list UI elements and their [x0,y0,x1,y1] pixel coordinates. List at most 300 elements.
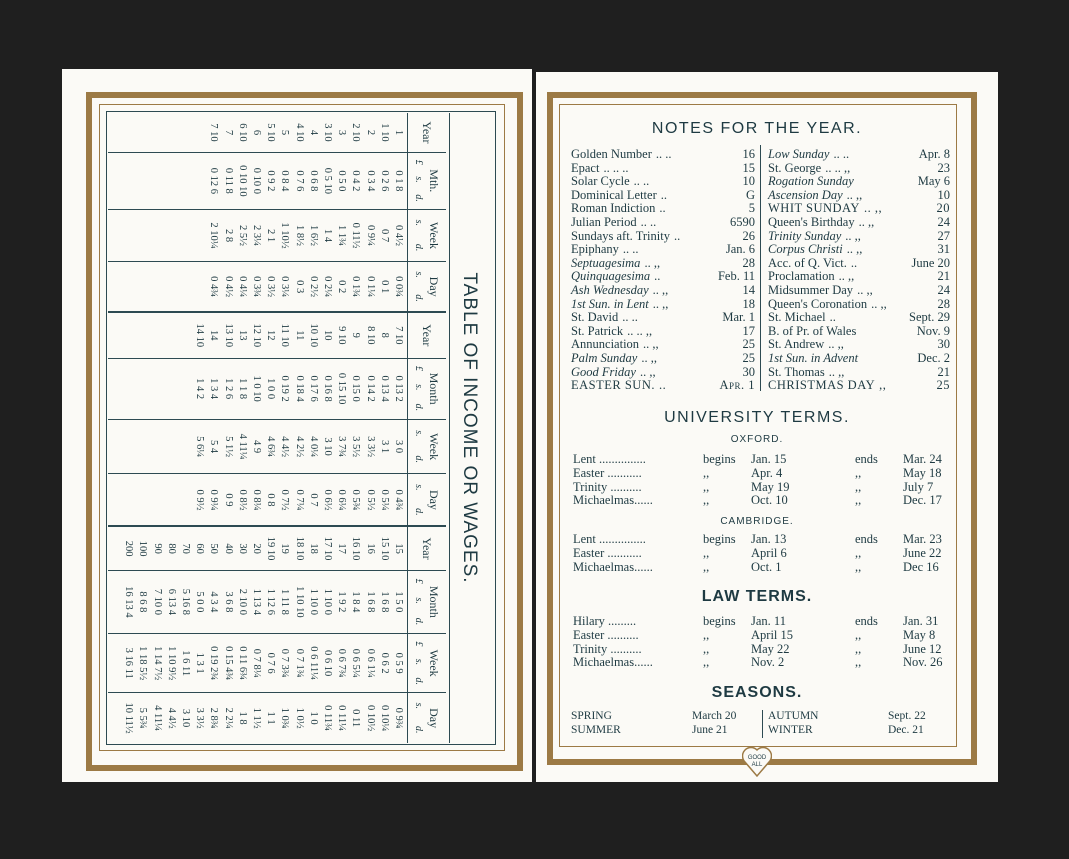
term-begins: ,, [703,479,710,494]
note-dots: .. .. ,, [627,323,653,338]
note-dots: ,, [879,378,887,393]
note-dots: .. ,, [845,228,861,243]
wages-cell: 0 13 4 [378,375,390,402]
note-label [768,242,862,256]
term-begin-date: May 22 [751,641,790,656]
note-label [571,188,667,202]
note-row [768,161,950,175]
term-name: Trinity .......... [573,479,642,494]
note-row [768,174,950,188]
note-name: Midsummer Day [768,283,854,297]
note-row [571,283,755,297]
note-value: Nov. 9 [916,323,950,338]
note-value: 16 [742,147,755,161]
wages-cell: 2 10 [350,123,362,142]
wages-cell: 0 2¼ [321,276,333,298]
term-row [573,493,951,507]
term-begins: begins [703,452,736,466]
wages-col-label: Year [420,324,435,347]
wages-col-units [413,154,424,208]
wages-cell: 13 10 [222,323,234,348]
note-name: Epiphany [571,242,619,257]
wages-cell: 1 6 8 [364,591,376,613]
note-name: Ash Wednesday [571,283,649,297]
wages-cell: 4 3 4 [208,591,220,613]
note-label [768,283,873,297]
wages-cell: 3 7¾ [336,436,348,458]
wages-cell: 5 10 [265,123,277,142]
term-begins: ,, [703,655,710,670]
note-dots: .. ,, [846,187,863,202]
note-row [768,283,950,297]
note-row [768,351,950,365]
note-label [571,215,656,229]
wages-cell: 0 11½ [350,222,362,249]
wages-cell: 1 1 [265,711,277,725]
wages-cell: 13 [236,330,248,341]
note-dots: .. ,, [846,242,863,257]
note-row [571,242,755,256]
wages-unit: £ [413,366,424,372]
season-name: AUTUMN [768,710,819,722]
note-value: 30 [742,364,755,379]
note-name: Corpus Christi [768,242,843,257]
note-label [768,378,886,392]
season-name: SUMMER [571,724,621,736]
wages-cell: 11 10 [279,323,291,347]
note-dots: .. .. [622,242,639,257]
wages-col-values [108,419,408,474]
wages-cell: 12 [265,330,277,341]
wages-col-values [108,570,408,633]
term-end-date: Jan. 31 [903,614,939,628]
note-value: 23 [937,160,950,175]
term-begin-date: April 15 [751,627,794,642]
maker-seal-icon [742,744,772,778]
wages-cell: 1 [393,129,404,136]
wages-cell: 0 11 6¾ [236,646,248,681]
note-row [768,188,950,202]
wages-cell: 0 11 [350,709,362,728]
wages-cell: 3 6 8 [222,591,234,613]
wages-cell: 7 10 0 [151,588,163,616]
wages-cell: 1 12 6 [265,588,277,616]
note-label [571,242,639,256]
wages-col-label: Mth. [427,169,441,193]
term-begin-date: April 6 [751,545,787,560]
note-row [571,269,755,283]
wages-cell: 5 0 0 [194,591,206,613]
wages-unit: d. [413,508,424,516]
note-name: St. George [768,160,822,175]
wages-cell: 1 0½ [293,707,305,729]
wages-cell: 3 10 [179,708,191,728]
term-row [573,546,951,560]
wages-cell: 0 19 2 [279,375,291,402]
wages-cell: 18 10 [293,536,305,561]
wages-cell: 0 10 10 [236,165,248,197]
wages-col-values [108,209,408,262]
wages-col-units [413,263,424,310]
wages-col-units [413,572,424,632]
wages-col-label: Day [427,276,441,297]
note-name: EASTER SUN. [571,378,655,393]
wages-unit: £ [413,159,424,165]
note-dots: .. [660,187,667,202]
wages-col-header [408,209,447,262]
wages-cell: 5 4 [208,440,220,454]
wages-cell: 0 5 0 [336,170,348,192]
wages-col-label: Week [427,649,441,677]
wages-col-values [108,693,408,743]
wages-cell: 0 5¼ [378,489,390,511]
wages-cell: 16 [364,543,376,554]
season-date: Dec. 21 [888,724,924,736]
note-value: 30 [937,337,950,352]
wages-cell: 0 11¾ [321,705,333,732]
note-row [571,256,755,270]
note-dots: .. ,, [857,283,873,297]
wages-col-label: Week [427,221,441,250]
note-value: Mar. 1 [722,310,755,325]
note-value: 26 [742,228,755,243]
note-label [768,365,844,379]
term-begins: begins [703,614,736,628]
wages-col-values [108,312,408,358]
note-label [768,324,860,338]
term-begins: ,, [703,627,710,642]
wages-cell: 17 10 [321,536,333,561]
wages-cell: 3 5½ [350,436,362,458]
wages-cell: 1 10 0 [307,588,319,616]
wages-col-label: Month [427,372,441,405]
wages-cell: 1 4 [321,228,333,243]
wages-cell: 1 8½ [293,225,305,246]
wages-cell: 40 [222,543,234,554]
wages-unit: d. [413,617,424,626]
wages-cell: 0 3½ [265,276,277,298]
term-row [573,532,951,546]
wages-cell: 200 [123,540,135,557]
note-value: Apr. 8 [918,147,950,161]
note-value: 21 [937,364,950,379]
wages-cell: 1 10 9½ [165,646,177,681]
seal-line-1: GOOD [747,755,767,761]
note-dots: .. ,, [863,201,883,216]
wages-cell: 0 1¾ [350,276,362,298]
note-label [768,351,862,365]
wages-col-header [408,474,447,527]
season-date: June 21 [692,724,728,736]
note-name: Palm Sunday [571,351,638,365]
wages-cell: 3 0 [393,440,404,454]
wages-cell: 2 10 0 [236,588,248,616]
note-value: 24 [937,215,950,229]
cambridge-title: CAMBRIDGE. [720,516,794,527]
term-end-date: Dec 16 [903,559,939,574]
wages-cell: 8 10 [364,326,376,345]
term-end-date: July 7 [903,479,934,494]
term-ends: ,, [855,627,862,642]
term-row [573,560,951,574]
wages-cell: 4 11¼ [151,705,163,732]
wages-cell: 0 6 7¾ [336,648,348,678]
wages-cell: 1 0 [307,711,319,725]
wages-col-values [108,262,408,312]
note-value: 21 [937,269,950,284]
term-begin-date: Apr. 4 [751,465,783,480]
wages-cell: 2 [364,129,376,136]
wages-cell: 0 12 6 [208,167,220,194]
note-dots: .. [658,378,667,393]
note-row [768,201,950,215]
wages-cell: 0 7¼ [293,489,305,511]
note-label [768,269,854,283]
term-name: Lent ............... [573,452,646,466]
note-dots: .. [654,269,661,284]
wages-cell: 0 1 8 [393,170,404,192]
wages-cell: 0 4½ [393,225,404,246]
wages-cell: 11 [293,330,305,341]
wages-title-rule [449,113,450,743]
wages-col-header [408,570,447,633]
wages-cell: 4 9 [250,440,262,454]
note-value: Apr. 1 [719,378,755,393]
note-row [768,242,950,256]
wages-cell: 0 6 8 [307,170,319,192]
term-end-date: Nov. 26 [903,655,943,670]
wages-cell: 1 6 8 [378,591,390,613]
wages-cell: 0 5¾ [350,489,362,511]
wages-cell: 0 5½ [364,489,376,511]
wages-cell: 0 4¾ [208,276,220,298]
note-row [571,201,755,215]
term-ends: ,, [855,479,862,494]
note-label [571,337,659,351]
note-dots: .. .. [833,147,850,161]
wages-unit: s. [413,597,424,604]
term-row [573,655,951,669]
wages-unit: s. [413,384,424,391]
note-name: Annunciation [571,337,640,352]
note-name: Acc. of Q. Vict. [768,255,847,270]
note-value: 18 [742,296,755,311]
wages-cell: 2 1 [265,228,277,243]
note-value: 10 [742,174,755,189]
wages-cell: 0 7 [307,493,319,507]
note-dots: .. .. [640,215,657,229]
note-label [571,283,668,297]
note-name: St. Andrew [768,337,825,352]
note-dots: .. .. ,, [825,160,851,175]
wages-cell: 0 7 [378,228,390,243]
note-row [571,337,755,351]
wages-col-header [408,262,447,312]
wages-col-units [413,635,424,691]
wages-cell: 9 [350,332,362,338]
wages-cell: 0 6 1¼ [364,648,376,678]
note-name: Rogation Sunday [768,174,854,189]
term-begins: ,, [703,545,710,560]
wages-cell: 5 1½ [222,436,234,458]
wages-cell: 1 10 [378,123,390,142]
wages-cell: 0 6 11¼ [307,646,319,681]
note-dots: .. ,, [871,296,887,311]
note-row [571,297,755,311]
note-value: May 6 [917,174,950,189]
note-row [571,215,755,229]
wages-cell: 10 11½ [123,702,135,734]
note-label [768,188,862,202]
term-begin-date: Jan. 13 [751,532,787,546]
term-row [573,480,951,494]
wages-cell: 100 [137,540,149,557]
note-label [571,378,666,392]
wages-cell: 0 3 4 [364,170,376,192]
wages-cell: 50 [208,543,220,554]
note-row [768,215,950,229]
wages-cell: 3 10 [321,123,333,142]
note-value: 14 [742,283,755,297]
wages-cell: 0 9¼ [208,489,220,511]
wages-cell: 0 10¼ [378,704,390,732]
note-dots: .. ,, [639,364,656,379]
note-dots: .. ,, [858,215,875,229]
wages-cell: 1 5 0 [393,591,404,613]
term-name: Easter ........... [573,545,642,560]
wages-cell: 0 7½ [279,489,291,511]
seal-line-2: ALL [751,762,763,768]
term-end-date: May 18 [903,465,942,480]
wages-cell: 0 7 6 [293,170,305,192]
wages-col-values [108,152,408,209]
wages-cell: 0 7 6 [265,652,277,674]
wages-cell: 7 [222,129,234,136]
wages-cell: 1 0¾ [279,707,291,729]
note-dots: .. [850,255,858,270]
oxford-title: OXFORD. [730,434,784,445]
wages-cell: 60 [194,543,206,554]
note-name: Julian Period [571,215,637,229]
term-begin-date: Oct. 1 [751,559,782,574]
note-label [768,161,850,175]
wages-cell: 14 [208,330,220,341]
note-name: 1st Sun. in Lent [571,296,649,311]
note-value: 28 [937,296,950,311]
wages-cell: 15 [393,543,404,554]
wages-cell: 1 8 [236,711,248,725]
wages-cell: 1 1 8 [236,378,248,400]
wages-cell: 1 3 4 [208,378,220,400]
wages-cell: 4 [307,129,319,136]
wages-col-units [413,421,424,473]
term-ends: ,, [855,559,862,574]
wages-cell: 0 9 [222,493,234,507]
wages-col-header [408,526,447,570]
wages-cell: 3 10 [321,437,333,456]
wages-cell: 2 3¼ [250,225,262,246]
note-name: Queen's Birthday [768,215,855,229]
wages-col-values [108,474,408,527]
wages-col-units [413,360,424,418]
term-name: Trinity .......... [573,641,642,656]
term-ends: ,, [855,641,862,656]
wages-cell: 6 [250,129,262,136]
term-end-date: Dec. 17 [903,493,942,508]
wages-cell: 0 1¼ [364,276,376,298]
wages-col-units [413,211,424,261]
season-date: March 20 [692,710,737,722]
note-row [768,229,950,243]
note-value: 31 [937,242,950,257]
note-value: 15 [742,160,755,175]
wages-unit: s. [413,219,424,227]
note-dots: .. [659,201,666,216]
note-name: Septuagesima [571,255,641,270]
wages-cell: 1 10 0 [321,588,333,616]
term-end-date: Mar. 24 [903,452,942,466]
note-name: Solar Cycle [571,174,630,189]
note-name: Quinquagesima [571,269,651,284]
wages-cell: 18 [307,543,319,554]
term-end-date: June 12 [903,641,942,656]
wages-cell: 0 18 4 [293,375,305,402]
wages-cell: 0 16 8 [321,375,333,402]
note-name: St. Patrick [571,323,624,338]
wages-cell: 3 [336,129,348,136]
wages-table-header [408,113,447,743]
term-row [573,614,951,628]
note-label [571,297,668,311]
note-label [768,337,844,351]
note-value: 27 [937,228,950,243]
wages-unit: s. [413,271,424,278]
wages-col-header [408,693,447,743]
wages-cell: 0 17 6 [307,375,319,402]
wages-cell: 4 11¼ [236,433,248,460]
note-label [768,215,874,229]
wages-cell: 0 9½ [194,489,206,511]
wages-col-header [408,312,447,358]
wages-cell: 1 8 4 [350,591,362,613]
wages-cell: 0 11 8 [222,167,234,194]
note-label [768,229,861,243]
seasons-divider [762,710,763,738]
wages-cell: 0 4 2 [350,170,362,192]
note-value: 25 [742,337,755,352]
note-dots: .. ,, [652,296,669,311]
wages-cell: 2 8 [222,228,234,243]
note-name: St. Michael [768,310,826,325]
wages-cell: 0 8 4 [279,170,291,192]
wages-cell: 1 0 0 [265,378,277,400]
note-value: Dec. 2 [917,351,950,365]
term-ends: ,, [855,545,862,560]
note-row [571,365,755,379]
note-label [768,174,858,188]
note-name: St. Thomas [768,364,825,379]
term-row [573,628,951,642]
wages-col-values [108,358,408,419]
term-ends: ends [855,614,878,628]
term-end-date: Mar. 23 [903,532,942,546]
note-row [768,256,950,270]
note-label [571,269,660,283]
term-begins: begins [703,532,736,546]
wages-cell: 0 4¾ [393,489,404,511]
wages-cell: 1 1½ [250,707,262,729]
term-name: Hilary ......... [573,614,637,628]
